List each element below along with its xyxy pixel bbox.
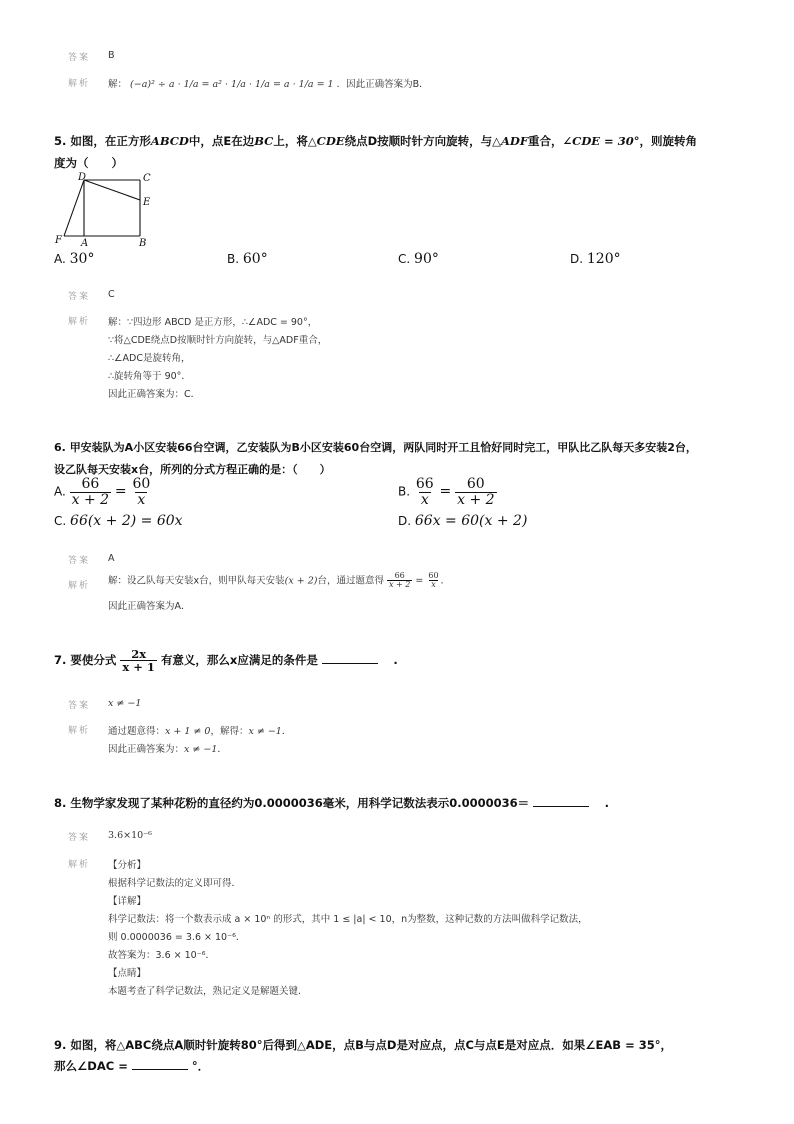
analysis-line: ∴旋转角等于 90°． [108,371,191,382]
answer-blank[interactable] [533,797,589,807]
option-letter: A. [54,252,66,266]
question-number: 5. [54,134,67,148]
answer-value: A [108,553,115,564]
point-C: C [143,173,151,184]
option-value: 30° [69,251,95,267]
point-A: A [81,238,89,249]
fraction [387,572,412,590]
numerator: 60 [466,476,485,492]
square-rotation-figure [52,170,162,250]
question-number: 6. [54,441,66,454]
q-text: 如图，在正方形 [70,134,151,148]
option-letter: A. [54,484,66,499]
equals-sign: = [439,483,452,500]
question-6 [54,439,697,455]
numerator: 66 [81,476,100,492]
analysis-line: 故答案为：3.6 × 10⁻⁶． [108,950,216,961]
analysis-math: x + 1 ≠ 0 [165,726,211,737]
analysis-line: 因此正确答案为：C． [108,389,201,400]
analysis-prefix: 解： [108,79,128,90]
analysis-line: 通过题意得：x + 1 ≠ 0，解得：x ≠ −1． [108,726,292,737]
analysis-text [108,76,429,90]
numerator: 66 [415,476,434,492]
q-text: 有意义，那么x应满足的条件是 [160,653,318,668]
option-b[interactable] [398,477,497,507]
analysis-text: 通过题意得： [108,726,166,737]
analysis-line: 本题考查了科学记数法，熟记定义是解题关键． [108,986,308,997]
question-5-line2: 度为（ ） [54,156,123,170]
analysis-line: ∴∠ADC是旋转角， [108,353,191,364]
question-number: 9. [54,1038,67,1052]
option-value: 60° [242,251,268,267]
fraction [70,477,111,507]
denominator: x [420,491,429,508]
answer-value: x ≠ −1 [108,698,142,709]
numerator: 60 [428,571,439,580]
question-9-line2 [54,1058,209,1074]
numerator: 66 [394,571,405,580]
q-math: CDE [316,134,345,148]
question-number: 8. [54,796,67,810]
q-math: ∠CDE = 30° [562,134,640,148]
edge-df [64,180,84,236]
option-value: 120° [586,251,621,267]
analysis-suffix: ．因此正确答案为B． [336,79,429,90]
q-text: °． [191,1059,210,1073]
point-B: B [139,238,147,249]
option-d[interactable] [398,513,527,529]
analysis-line [108,741,227,755]
q-text: 重合， [528,134,563,148]
analysis-text: 解：设乙队每天安装x台，则甲队每天安装 [108,575,285,587]
q-text: 中，点E在边 [188,134,255,148]
denominator: x + 2 [457,491,495,508]
equals-sign: = [114,483,127,500]
q-math: ABCD [150,134,189,148]
period: . [593,796,610,810]
option-a[interactable] [54,251,94,267]
answer-value: 3.6×10⁻⁶ [108,830,152,841]
answer-label: 答案 [68,292,91,302]
option-c[interactable] [398,251,439,267]
analysis-text: ，解得： [210,726,249,737]
option-letter: C. [398,252,411,266]
analysis-label: 解析 [68,726,91,736]
option-letter: D. [570,252,584,266]
fraction [426,572,440,590]
q-text: 那么∠DAC = [54,1059,128,1073]
analysis-label: 解析 [68,860,91,870]
answer-blank[interactable] [132,1060,188,1070]
option-letter: C. [54,514,67,528]
analysis-line: 解：设乙队每天安装x台，则甲队每天安装(x + 2)台，通过题意得 $\frac{66}{x + 2}$ = $\frac{60}{x}$ ． [108,571,451,590]
analysis-line: 解：∵四边形 ABCD 是正方形，∴∠ADC = 90°， [108,317,318,328]
q-text: 上，将△ [273,134,317,148]
analysis-text: ． [217,744,227,755]
question-9 [54,1037,672,1053]
option-d[interactable] [570,251,621,267]
q-text: 绕点D按顺时针方向旋转，与△ [344,134,501,148]
analysis-line: 因此正确答案为A． [108,601,191,612]
denominator: x + 2 [389,580,411,590]
analysis-text: 因此正确答案为： [108,744,185,755]
answer-label: 答案 [68,833,91,843]
q-math: ADF [500,134,529,148]
answer-label: 答案 [68,701,91,711]
edge-de [84,180,140,200]
q-text: 甲安装队为A小区安装66台空调，乙安装队为B小区安装60台空调，两队同时开工且恰好同时完工，甲队比乙队每天多安装2台， [69,441,697,454]
q-text: 如图，将△ABC绕点A顺时针旋转80°后得到△ADE，点B与点D是对应点，点C与点E是对应点．如果∠EAB = 35°， [70,1038,672,1052]
q-math: BC [254,134,274,148]
analysis-line: 则 0.0000036 = 3.6 × 10⁻⁶． [108,932,246,943]
answer-value: C [108,289,115,300]
q-text: 要使分式 [70,653,117,668]
analysis-label: 解析 [68,581,91,591]
answer-label: 答案 [68,53,91,63]
analysis-line: 【详解】 [108,896,147,907]
analysis-line: 【点睛】 [108,968,147,979]
option-value: 66(x + 2) = 60x [70,513,183,529]
question-8 [54,795,609,811]
analysis-line: 根据科学记数法的定义即可得． [108,878,242,889]
analysis-math: x ≠ −1 [248,726,282,737]
question-7 [54,648,398,673]
fraction [455,477,496,507]
numerator: 2x [131,647,147,661]
question-number: 7. [54,653,67,668]
point-D: D [78,172,87,183]
option-value: 90° [414,251,439,267]
denominator: x [137,491,146,508]
answer-value: B [108,50,115,61]
point-E: E [143,197,151,208]
analysis-label: 解析 [68,317,91,327]
analysis-label: 解析 [68,79,91,89]
option-a[interactable] [54,477,152,507]
denominator: x + 1 [122,660,155,675]
denominator: x + 2 [71,491,110,508]
option-letter: B. [398,484,411,499]
answer-blank[interactable] [322,654,378,664]
option-b[interactable] [227,251,268,267]
question-6-line2: 设乙队每天安装x台，所列的分式方程正确的是：（ ） [54,463,331,476]
question-5 [54,133,697,149]
option-c[interactable] [54,513,183,529]
fraction [120,648,157,673]
fraction [414,477,436,507]
analysis-math: x ≠ −1 [184,744,218,755]
analysis-line: 科学记数法：将一个数表示成 a × 10ⁿ 的形式，其中 1 ≤ |a| < 10，n为整数，这种记数的方法叫做科学记数法， [108,914,588,925]
denominator: x [431,580,436,590]
analysis-line: 【分析】 [108,860,147,871]
analysis-line: ∵将△CDE绕点D按顺时针方向旋转，与△ADF重合， [108,335,328,346]
fraction [130,477,152,507]
q-text: 生物学家发现了某种花粉的直径约为0.0000036毫米，用科学记数法表示0.0000036＝ [70,796,530,810]
period: . [381,653,398,668]
analysis-math: (x + 2) [284,575,318,587]
numerator: 60 [132,476,151,492]
analysis-text: 台，通过题意得 [317,575,384,587]
answer-label: 答案 [68,556,91,566]
point-F: F [55,235,62,246]
analysis-formula: (−a)² ÷ a · 1/a = a² · 1/a · 1/a = a · 1/a = 1 [130,79,334,90]
option-value: 66x = 60(x + 2) [414,513,528,529]
option-letter: D. [398,514,412,528]
option-letter: B. [227,252,240,266]
q-text: ，则旋转角 [639,134,697,148]
